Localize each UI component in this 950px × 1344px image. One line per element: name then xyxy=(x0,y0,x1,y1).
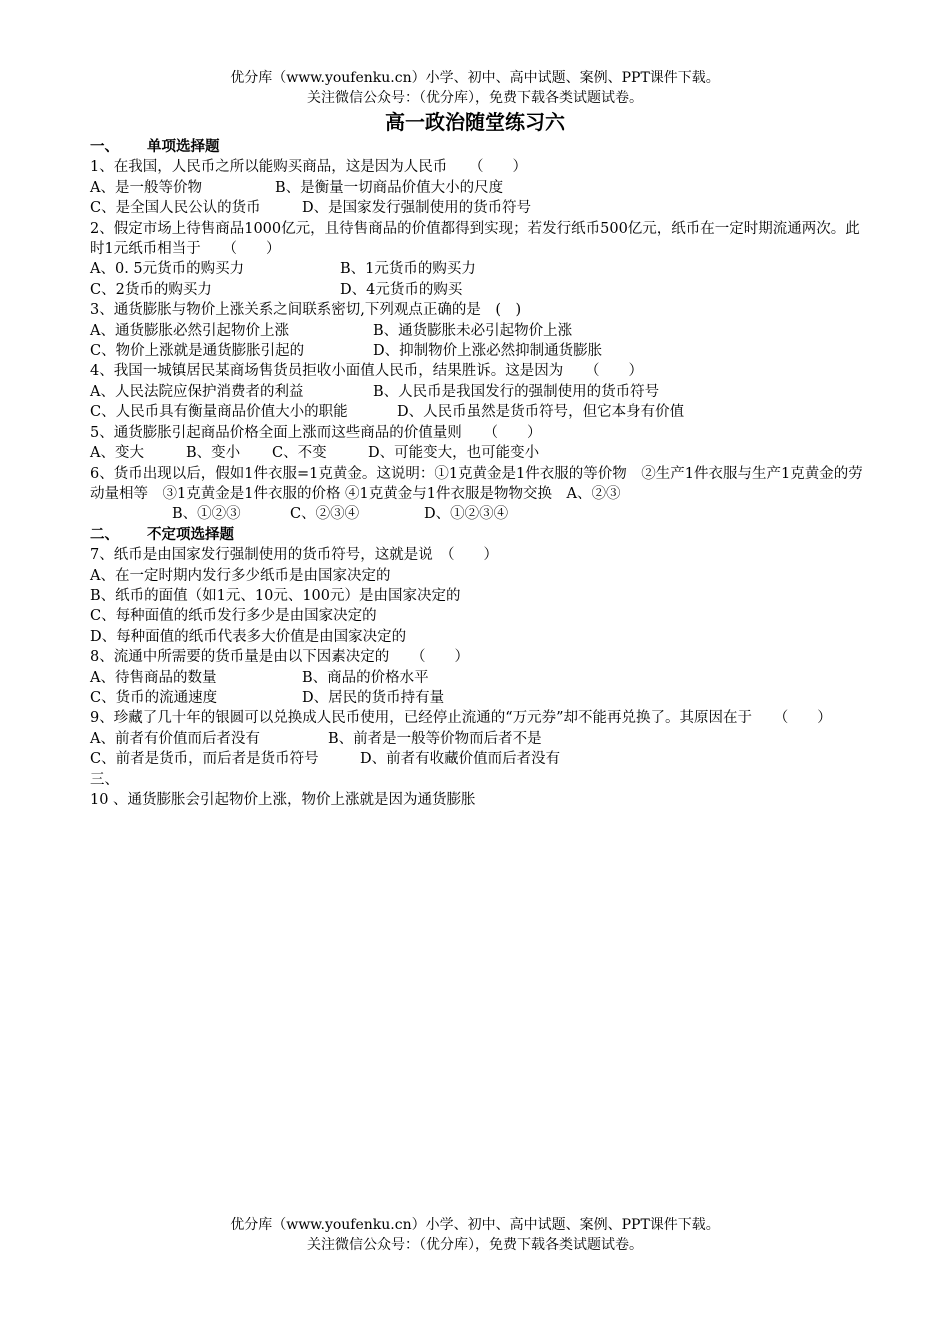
question-4-options-cd xyxy=(90,402,865,422)
option-d: D、可能变大，也可能变小 xyxy=(368,445,540,462)
section-heading-1 xyxy=(90,137,865,157)
question-9-options-cd xyxy=(90,749,865,769)
option-a: A、在一定时期内发行多少纸币是由国家决定的 xyxy=(90,567,391,584)
header-line-2: 关注微信公众号：（优分库），免费下载各类试题试卷。 xyxy=(307,90,643,106)
option-a: A、待售商品的数量 xyxy=(90,669,217,686)
question-8-options-cd xyxy=(90,688,865,708)
option-b: B、①②③ xyxy=(172,506,241,523)
question-4-options-ab xyxy=(90,382,865,402)
question-9-stem: 9、珍藏了几十年的银圆可以兑换成人民币使用，已经停止流通的“万元券”却不能再兑换了。其原因在于 （ ） xyxy=(90,710,832,727)
section-heading-3: 三、 xyxy=(90,771,119,788)
question-5-stem: 5、通货膨胀引起商品价格全面上涨而这些商品的价值量则 （ ） xyxy=(90,424,542,441)
option-a: A、变大 xyxy=(90,445,144,462)
question-5-options xyxy=(90,443,865,463)
question-3-options-ab xyxy=(90,321,865,341)
question-1-stem: 1、在我国，人民币之所以能购买商品，这是因为人民币 （ ） xyxy=(90,159,527,176)
header-line-1: 优分库（www.youfenku.cn）小学、初中、高中试题、案例、PPT课件下载。 xyxy=(230,70,720,86)
option-c: C、②③④ xyxy=(290,506,360,523)
question-6-stem: 6、货币出现以后，假如1件衣服=1克黄金。这说明：①1克黄金是1件衣服的等价物 ②生产1件衣服与生产1克黄金的劳动量相等 ③1克黄金是1件衣服的价格 ④1克黄金与1件衣服是物物交换 A、②③ xyxy=(90,465,863,502)
question-2-options-ab xyxy=(90,259,865,279)
section-label: 单项选择题 xyxy=(147,138,220,155)
option-b: B、纸币的面值（如1元、10元、100元）是由国家决定的 xyxy=(90,587,461,604)
option-c: C、每种面值的纸币发行多少是由国家决定的 xyxy=(90,608,377,625)
option-c: C、不变 xyxy=(272,445,327,462)
option-a: A、0. 5元货币的购买力 xyxy=(90,261,245,278)
option-c: C、前者是货币，而后者是货币符号 xyxy=(90,751,319,768)
question-3-stem: 3、通货膨胀与物价上涨关系之间联系密切,下列观点正确的是 ( ) xyxy=(90,302,522,319)
option-c: C、物价上涨就是通货膨胀引起的 xyxy=(90,343,305,360)
option-d: D、是国家发行强制使用的货币符号 xyxy=(302,200,532,217)
option-d: D、4元货币的购买 xyxy=(340,281,463,298)
option-c: C、货币的流通速度 xyxy=(90,689,218,706)
section-number: 二、 xyxy=(90,525,119,543)
footer-line-2: 关注微信公众号：（优分库），免费下载各类试题试卷。 xyxy=(307,1237,643,1253)
option-b: B、通货膨胀未必引起物价上涨 xyxy=(373,322,573,339)
option-b: B、商品的价格水平 xyxy=(302,669,429,686)
page-footer xyxy=(0,1215,950,1255)
option-d: D、抑制物价上涨必然抑制通货膨胀 xyxy=(373,343,603,360)
option-d: D、①②③④ xyxy=(424,506,509,523)
question-2-options-cd xyxy=(90,280,865,300)
option-a: A、是一般等价物 xyxy=(90,179,202,196)
document-body xyxy=(90,137,865,810)
option-a: A、人民法院应保护消费者的利益 xyxy=(90,383,304,400)
option-d: D、居民的货币持有量 xyxy=(302,689,445,706)
question-4-stem: 4、我国一城镇居民某商场售货员拒收小面值人民币，结果胜诉。这是因为 （ ） xyxy=(90,363,643,380)
question-2-stem: 2、假定市场上待售商品1000亿元，且待售商品的价值都得到实现；若发行纸币500亿元，纸币在一定时期流通两次。此时1元纸币相当于 （ ） xyxy=(90,220,860,258)
option-c: C、2货币的购买力 xyxy=(90,281,212,298)
option-d: D、人民币虽然是货币符号，但它本身有价值 xyxy=(397,404,685,421)
footer-line-1: 优分库（www.youfenku.cn）小学、初中、高中试题、案例、PPT课件下载。 xyxy=(230,1217,720,1233)
question-1-options-cd xyxy=(90,198,865,218)
option-d: D、每种面值的纸币代表多大价值是由国家决定的 xyxy=(90,628,407,645)
section-heading-2 xyxy=(90,525,865,545)
option-b: B、变小 xyxy=(186,445,241,462)
question-1-options-ab xyxy=(90,178,865,198)
option-c: C、是全国人民公认的货币 xyxy=(90,200,261,217)
question-8-stem: 8、流通中所需要的货币量是由以下因素决定的 （ ） xyxy=(90,649,469,666)
question-6-options xyxy=(90,504,865,524)
option-b: B、人民币是我国发行的强制使用的货币符号 xyxy=(373,383,660,400)
option-a: A、前者有价值而后者没有 xyxy=(90,730,260,747)
page-header xyxy=(0,68,950,108)
option-c: C、人民币具有衡量商品价值大小的职能 xyxy=(90,404,348,421)
section-number: 一、 xyxy=(90,138,119,155)
question-3-options-cd xyxy=(90,341,865,361)
option-b: B、1元货币的购买力 xyxy=(340,261,476,278)
option-d: D、前者有收藏价值而后者没有 xyxy=(360,751,561,768)
question-9-options-ab xyxy=(90,729,865,749)
question-8-options-ab xyxy=(90,668,865,688)
option-b: B、是衡量一切商品价值大小的尺度 xyxy=(275,179,504,196)
question-10-stem: 10 、通货膨胀会引起物价上涨，物价上涨就是因为通货膨胀 xyxy=(90,792,476,808)
question-7-stem: 7、纸币是由国家发行强制使用的货币符号，这就是说 （ ） xyxy=(90,547,498,564)
section-label: 不定项选择题 xyxy=(147,525,234,543)
option-b: B、前者是一般等价物而后者不是 xyxy=(328,730,542,747)
page-title: 高一政治随堂练习六 xyxy=(385,110,565,134)
option-a: A、通货膨胀必然引起物价上涨 xyxy=(90,322,289,339)
